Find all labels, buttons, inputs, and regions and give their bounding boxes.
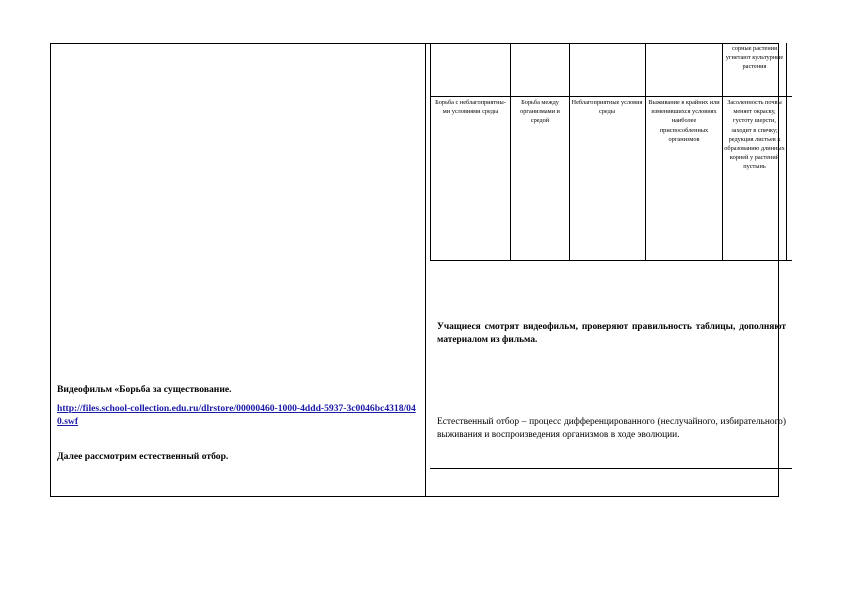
frame-bottom-line [50, 496, 779, 497]
table-bottom-line [430, 260, 792, 261]
table-right-line [786, 43, 787, 260]
table-left-line [430, 43, 431, 260]
table-col-line-1 [510, 43, 511, 260]
right-section-line [430, 468, 792, 469]
table-cell-1: Борьба с неблагоприятны-ми условиями среды [435, 99, 506, 116]
table-col-line-4 [722, 43, 723, 260]
column-divider-line [425, 43, 426, 497]
frame-top-line [50, 43, 779, 44]
video-link[interactable]: http://files.school-collection.edu.ru/dlrstore/00000460-1000-4ddd-5937-3c0046bc4318/040.swf [57, 403, 416, 427]
natural-selection-definition [437, 416, 786, 442]
natural-selection-rest: – процесс дифференцированного (неслучайного, избирательного) выживания и воспроизведения организмов в ходе эволюции. [437, 417, 786, 441]
frame-left-line [50, 43, 51, 497]
table-col-line-3 [645, 43, 646, 260]
next-topic-text: Далее рассмотрим естественный отбор. [57, 451, 229, 462]
table-cell-top-right: сорные растения угнетают культурные растения [725, 45, 784, 71]
table-cell-2: Борьба между организмами и средой [520, 99, 560, 125]
table-col-line-2 [569, 43, 570, 260]
table-cell-4: Выживание в крайних или изменившихся условиях наиболее приспособленных организмов [648, 99, 720, 143]
natural-selection-term: Естественный отбор [437, 417, 520, 427]
table-row-line [430, 96, 792, 97]
table-cell-5: Засоленность почвы меняет окраску, густоту шерсти, заходит в спячку; редукция листьев к образованию длинных корней у растений пустынь [724, 99, 785, 171]
students-instruction-text: Учащиеся смотрят видеофильм, проверяют правильность таблицы, дополняют материалом из фильма. [437, 322, 786, 346]
table-cell-3: Неблагоприятные условия среды [571, 99, 643, 116]
video-title: Видеофильм «Борьба за существование. [57, 384, 232, 395]
